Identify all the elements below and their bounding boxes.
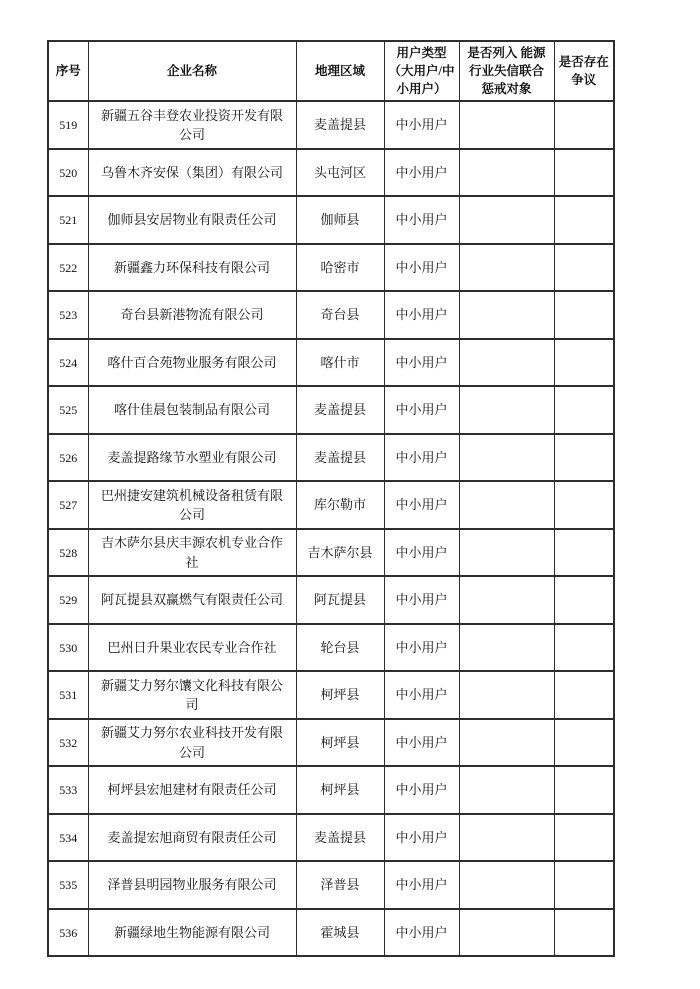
header-row [48, 41, 614, 101]
cell-region: 霍城县 [296, 909, 384, 957]
cell-region: 柯坪县 [296, 766, 384, 814]
cell-company-name: 新疆五谷丰登农业投资开发有限公司 [88, 101, 296, 149]
table-row [48, 671, 614, 719]
cell-serial: 521 [48, 196, 88, 244]
cell-user-type: 中小用户 [384, 244, 459, 292]
cell-punish-status [459, 909, 554, 957]
cell-serial: 534 [48, 814, 88, 862]
cell-region: 伽师县 [296, 196, 384, 244]
cell-user-type: 中小用户 [384, 909, 459, 957]
cell-user-type: 中小用户 [384, 671, 459, 719]
cell-serial: 524 [48, 339, 88, 387]
cell-dispute-status [554, 386, 614, 434]
cell-user-type: 中小用户 [384, 861, 459, 909]
cell-serial: 531 [48, 671, 88, 719]
cell-serial: 526 [48, 434, 88, 482]
header-dispute: 是否存在争议 [554, 41, 614, 101]
cell-user-type: 中小用户 [384, 339, 459, 387]
cell-region: 麦盖提县 [296, 386, 384, 434]
cell-serial: 525 [48, 386, 88, 434]
cell-dispute-status [554, 434, 614, 482]
cell-dispute-status [554, 529, 614, 577]
cell-user-type: 中小用户 [384, 624, 459, 672]
header-type: 用户类型（大用户/中小用户） [384, 41, 459, 101]
table-row [48, 101, 614, 149]
cell-dispute-status [554, 101, 614, 149]
cell-company-name: 阿瓦提县双赢燃气有限责任公司 [88, 576, 296, 624]
cell-company-name: 麦盖提宏旭商贸有限责任公司 [88, 814, 296, 862]
cell-serial: 530 [48, 624, 88, 672]
cell-user-type: 中小用户 [384, 529, 459, 577]
cell-serial: 519 [48, 101, 88, 149]
cell-user-type: 中小用户 [384, 576, 459, 624]
cell-region: 麦盖提县 [296, 434, 384, 482]
cell-punish-status [459, 386, 554, 434]
header-region: 地理区域 [296, 41, 384, 101]
cell-serial: 533 [48, 766, 88, 814]
table-row [48, 719, 614, 767]
cell-region: 奇台县 [296, 291, 384, 339]
cell-serial: 523 [48, 291, 88, 339]
cell-punish-status [459, 434, 554, 482]
cell-punish-status [459, 244, 554, 292]
cell-punish-status [459, 719, 554, 767]
cell-user-type: 中小用户 [384, 386, 459, 434]
table-row [48, 909, 614, 957]
table-row [48, 766, 614, 814]
cell-punish-status [459, 861, 554, 909]
table-header [48, 41, 614, 101]
cell-region: 泽普县 [296, 861, 384, 909]
cell-company-name: 喀什佳晨包装制品有限公司 [88, 386, 296, 434]
cell-punish-status [459, 671, 554, 719]
cell-serial: 536 [48, 909, 88, 957]
header-serial: 序号 [48, 41, 88, 101]
cell-dispute-status [554, 291, 614, 339]
cell-region: 轮台县 [296, 624, 384, 672]
cell-region: 阿瓦提县 [296, 576, 384, 624]
cell-user-type: 中小用户 [384, 719, 459, 767]
cell-company-name: 柯坪县宏旭建材有限责任公司 [88, 766, 296, 814]
cell-punish-status [459, 196, 554, 244]
cell-region: 喀什市 [296, 339, 384, 387]
cell-serial: 535 [48, 861, 88, 909]
cell-company-name: 泽普县明园物业服务有限公司 [88, 861, 296, 909]
cell-dispute-status [554, 861, 614, 909]
cell-user-type: 中小用户 [384, 814, 459, 862]
table-row [48, 339, 614, 387]
cell-dispute-status [554, 909, 614, 957]
cell-company-name: 新疆绿地生物能源有限公司 [88, 909, 296, 957]
cell-serial: 527 [48, 481, 88, 529]
cell-punish-status [459, 529, 554, 577]
cell-dispute-status [554, 481, 614, 529]
table-row [48, 291, 614, 339]
cell-dispute-status [554, 814, 614, 862]
cell-dispute-status [554, 244, 614, 292]
cell-company-name: 伽师县安居物业有限责任公司 [88, 196, 296, 244]
cell-dispute-status [554, 576, 614, 624]
table-row [48, 244, 614, 292]
cell-region: 库尔勒市 [296, 481, 384, 529]
cell-serial: 528 [48, 529, 88, 577]
cell-serial: 520 [48, 149, 88, 197]
cell-punish-status [459, 576, 554, 624]
cell-punish-status [459, 624, 554, 672]
cell-punish-status [459, 149, 554, 197]
table-row [48, 624, 614, 672]
table-body [48, 101, 614, 956]
header-name: 企业名称 [88, 41, 296, 101]
table-row [48, 576, 614, 624]
cell-dispute-status [554, 196, 614, 244]
cell-dispute-status [554, 766, 614, 814]
cell-region: 柯坪县 [296, 671, 384, 719]
cell-company-name: 吉木萨尔县庆丰源农机专业合作社 [88, 529, 296, 577]
cell-punish-status [459, 291, 554, 339]
cell-region: 麦盖提县 [296, 814, 384, 862]
cell-company-name: 新疆鑫力环保科技有限公司 [88, 244, 296, 292]
cell-punish-status [459, 766, 554, 814]
header-punish: 是否列入 能源行业失信联合惩戒对象 [459, 41, 554, 101]
cell-punish-status [459, 339, 554, 387]
cell-region: 麦盖提县 [296, 101, 384, 149]
cell-user-type: 中小用户 [384, 291, 459, 339]
table-row [48, 481, 614, 529]
cell-region: 柯坪县 [296, 719, 384, 767]
cell-serial: 532 [48, 719, 88, 767]
cell-user-type: 中小用户 [384, 149, 459, 197]
cell-company-name: 麦盖提路缘节水塑业有限公司 [88, 434, 296, 482]
cell-company-name: 新疆艾力努尔农业科技开发有限公司 [88, 719, 296, 767]
table-row [48, 434, 614, 482]
cell-region: 哈密市 [296, 244, 384, 292]
cell-company-name: 乌鲁木齐安保（集团）有限公司 [88, 149, 296, 197]
cell-user-type: 中小用户 [384, 434, 459, 482]
table-row [48, 149, 614, 197]
cell-user-type: 中小用户 [384, 101, 459, 149]
table-row [48, 529, 614, 577]
cell-dispute-status [554, 719, 614, 767]
cell-dispute-status [554, 339, 614, 387]
table-row [48, 196, 614, 244]
cell-company-name: 巴州捷安建筑机械设备租赁有限公司 [88, 481, 296, 529]
table-row [48, 814, 614, 862]
cell-serial: 522 [48, 244, 88, 292]
cell-company-name: 喀什百合苑物业服务有限公司 [88, 339, 296, 387]
cell-region: 头屯河区 [296, 149, 384, 197]
cell-dispute-status [554, 671, 614, 719]
cell-region: 吉木萨尔县 [296, 529, 384, 577]
table-row [48, 386, 614, 434]
cell-dispute-status [554, 149, 614, 197]
enterprise-table [47, 40, 615, 957]
cell-user-type: 中小用户 [384, 196, 459, 244]
cell-user-type: 中小用户 [384, 481, 459, 529]
cell-punish-status [459, 101, 554, 149]
cell-company-name: 奇台县新港物流有限公司 [88, 291, 296, 339]
cell-company-name: 巴州日升果业农民专业合作社 [88, 624, 296, 672]
cell-user-type: 中小用户 [384, 766, 459, 814]
cell-company-name: 新疆艾力努尔馕文化科技有限公司 [88, 671, 296, 719]
cell-serial: 529 [48, 576, 88, 624]
table-row [48, 861, 614, 909]
cell-punish-status [459, 481, 554, 529]
cell-punish-status [459, 814, 554, 862]
cell-dispute-status [554, 624, 614, 672]
